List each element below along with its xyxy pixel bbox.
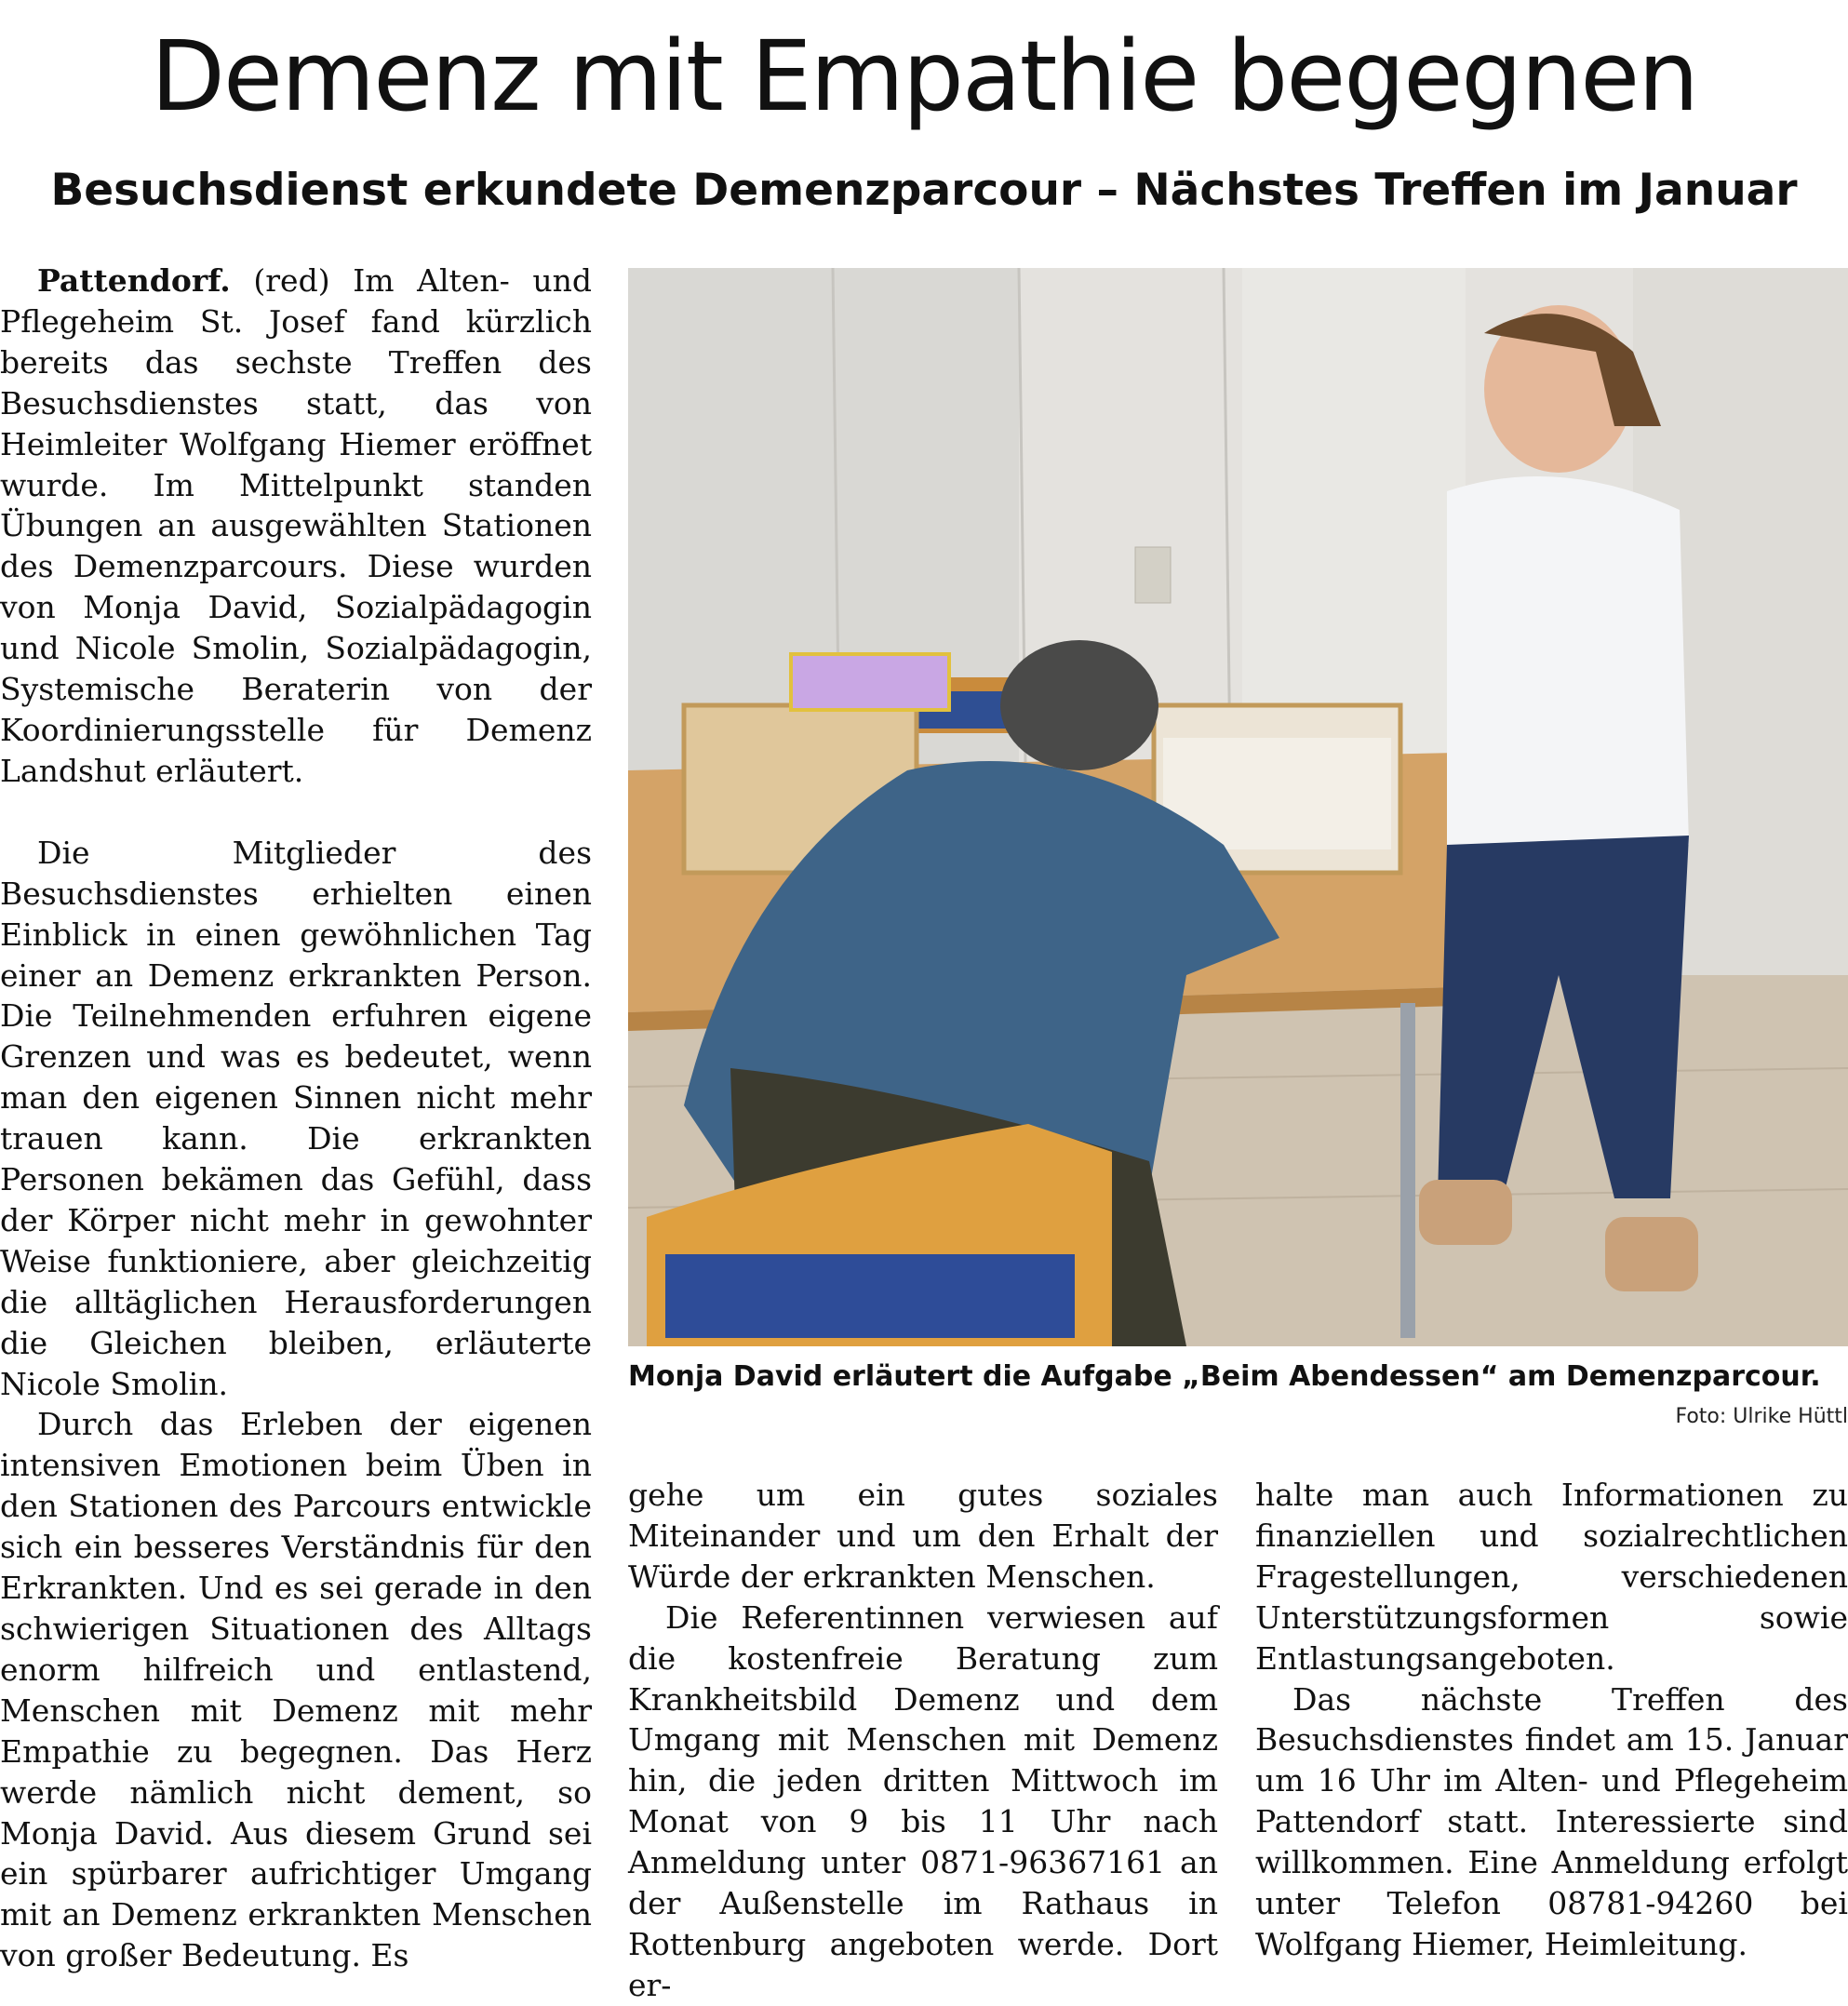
paragraph-1 — [0, 261, 592, 792]
paragraph-3: Durch das Erleben der eigenen intensiven Emotionen beim Üben in den Stationen des Parcours entwickle sich ein besseres Verständnis für den Erkrankten. Und es sei gerade in den schwierigen Situationen des Alltags enorm hilfreich und entlastend, Menschen mit Demenz mit mehr Empathie zu begegnen. Das Herz werde nämlich nicht dement, so Monja David. Aus diesem Grund sei ein spürbarer aufrichtiger Umgang mit an Demenz erkrankten Menschen von großer Bedeutung. Es — [0, 1406, 592, 1974]
paragraph-7: Das nächste Treffen des Besuchsdienstes findet am 15. Januar um 16 Uhr im Alten- und Pflegeheim Pattendorf statt. Interessierte sind willkommen. Eine Anmeldung erfolgt unter Telefon 08781-94260 bei Wolfgang Hiemer, Heimleitung. — [1255, 1680, 1848, 1962]
article-column-2 — [628, 1475, 1218, 2006]
headline: Demenz mit Empathie begegnen — [150, 20, 1698, 133]
paragraph-4: gehe um ein gutes soziales Miteinander und um den Erhalt der Würde der erkrankten Menschen. — [628, 1477, 1218, 1595]
subheadline: Besuchsdienst erkundete Demenzparcour – Nächstes Treffen im Januar — [50, 165, 1798, 216]
dateline: Pattendorf. — [37, 262, 231, 299]
paragraph-6: halte man auch Informationen zu finanziellen und sozialrechtlichen Fragestellungen, verschiedenen Unterstützungsformen sowie Entlastungsangeboten. — [1255, 1477, 1848, 1677]
photo-caption: Monja David erläutert die Aufgabe „Beim Abendessen“ am Demenzparcour. — [628, 1360, 1821, 1393]
paragraph-1-text: (red) Im Alten- und Pflegeheim St. Josef fand kürzlich bereits das sechste Treffen des Besuchsdienstes statt, das von Heimleiter Wolfgang Hiemer eröffnet wurde. Im Mittelpunkt standen Übungen an ausgewählten Stationen des Demenzparcours. Diese wurden von Monja David, Sozialpädagogin und Nicole Smolin, Sozialpädagogin, Systemische Beraterin von der Koordinierungsstelle für Demenz Landshut erläutert. — [0, 262, 593, 789]
article-photo — [628, 268, 1848, 1346]
photo-illustration — [628, 268, 1848, 1346]
paragraph-2: Die Mitglieder des Besuchsdienstes erhielten einen Einblick in einen gewöhnlichen Tag einer an Demenz erkrankten Person. Die Teilnehmenden erfuhren eigene Grenzen und was es bedeutet, wenn man den eigenen Sinnen nicht mehr trauen kann. Die erkrankten Personen bekämen das Gefühl, dass der Körper nicht mehr in gewohnter Weise funktioniere, aber gleichzeitig die alltäglichen Herausforderungen die Gleichen bleiben, erläuterte Nicole Smolin. — [0, 834, 592, 1402]
paragraph-5: Die Referentinnen verwiesen auf die kostenfreie Beratung zum Krankheitsbild Demenz und dem Umgang mit Menschen mit Demenz hin, die jeden dritten Mittwoch im Monat von 9 bis 11 Uhr nach Anmeldung unter 0871-96367161 an der Außenstelle im Rathaus in Rottenburg angeboten werde. Dort er- — [628, 1598, 1218, 2003]
photo-credit: Foto: Ulrike Hüttl — [1675, 1405, 1848, 1428]
article-column-1 — [0, 261, 592, 1976]
article-column-3 — [1255, 1475, 1848, 1965]
